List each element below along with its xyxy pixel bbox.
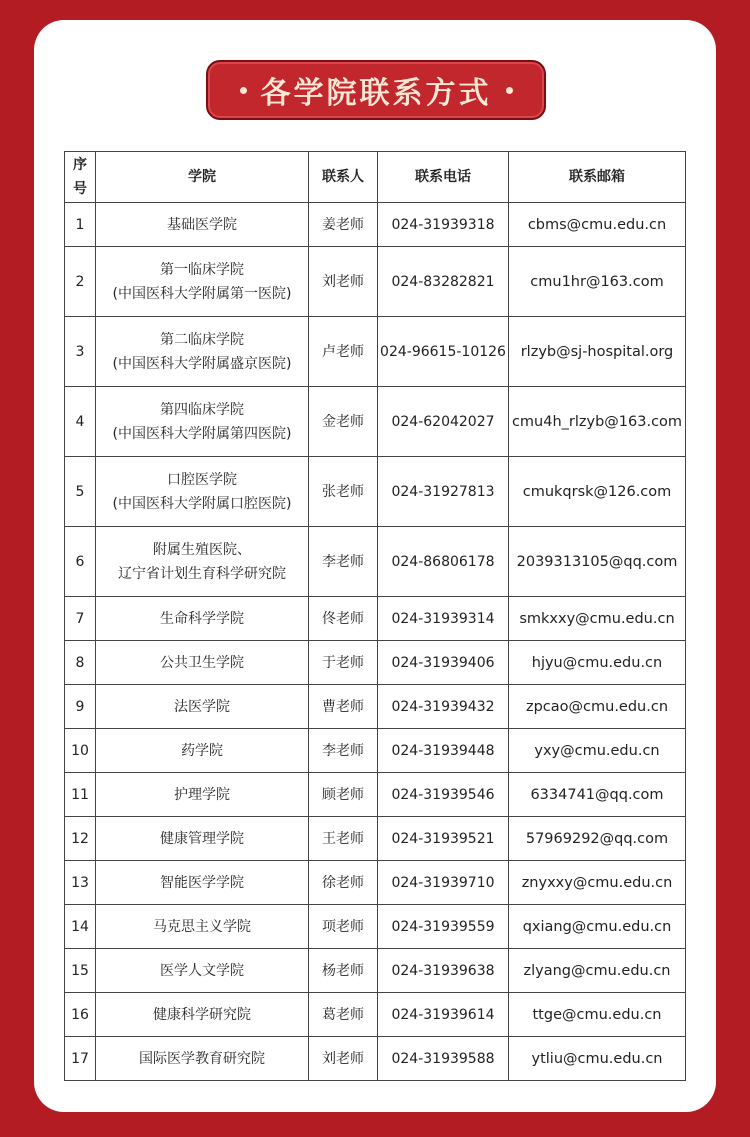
contact-email: cbms@cmu.edu.cn — [509, 203, 686, 247]
contact-email: zlyang@cmu.edu.cn — [509, 949, 686, 993]
table-row — [65, 247, 686, 317]
row-number: 14 — [65, 905, 96, 949]
contact-phone: 024-96615-10126 — [378, 317, 509, 387]
contact-email: cmu1hr@163.com — [509, 247, 686, 317]
row-number: 9 — [65, 685, 96, 729]
college-name-line: 护理学院 — [174, 786, 230, 803]
college-name-line: 附属生殖医院、 — [153, 541, 251, 558]
contact-phone: 024-31939588 — [378, 1037, 509, 1081]
row-number: 12 — [65, 817, 96, 861]
college-name-line: (中国医科大学附属第一医院) — [112, 285, 292, 302]
contact-person: 杨老师 — [309, 949, 378, 993]
table-row — [65, 641, 686, 685]
contact-person: 顾老师 — [309, 773, 378, 817]
row-number: 8 — [65, 641, 96, 685]
left-dot-icon — [240, 87, 247, 94]
contact-phone: 024-31939614 — [378, 993, 509, 1037]
table-row — [65, 729, 686, 773]
contact-person: 金老师 — [309, 387, 378, 457]
college-name — [96, 905, 309, 949]
college-name-line: (中国医科大学附属盛京医院) — [112, 355, 292, 372]
college-name — [96, 861, 309, 905]
table-row — [65, 993, 686, 1037]
row-number: 6 — [65, 527, 96, 597]
contact-email: 6334741@qq.com — [509, 773, 686, 817]
table-row — [65, 817, 686, 861]
row-number: 7 — [65, 597, 96, 641]
contact-phone: 024-86806178 — [378, 527, 509, 597]
contact-phone: 024-31939521 — [378, 817, 509, 861]
college-name-line: 智能医学学院 — [160, 874, 244, 891]
contact-email: 57969292@qq.com — [509, 817, 686, 861]
contact-email: smkxxy@cmu.edu.cn — [509, 597, 686, 641]
table-body — [65, 203, 686, 1081]
contact-phone: 024-31939448 — [378, 729, 509, 773]
row-number: 2 — [65, 247, 96, 317]
contact-email: znyxxy@cmu.edu.cn — [509, 861, 686, 905]
contact-person: 李老师 — [309, 527, 378, 597]
table-row — [65, 457, 686, 527]
row-number: 17 — [65, 1037, 96, 1081]
contact-person: 徐老师 — [309, 861, 378, 905]
college-name-line: 健康管理学院 — [160, 830, 244, 847]
contacts-table — [64, 151, 686, 1081]
right-dot-icon — [506, 87, 513, 94]
contact-email: hjyu@cmu.edu.cn — [509, 641, 686, 685]
contact-email: cmu4h_rlzyb@163.com — [509, 387, 686, 457]
college-name — [96, 457, 309, 527]
contact-person: 刘老师 — [309, 1037, 378, 1081]
row-number: 5 — [65, 457, 96, 527]
row-number: 11 — [65, 773, 96, 817]
college-name — [96, 387, 309, 457]
college-name-line: 辽宁省计划生育科学研究院 — [118, 565, 286, 582]
contact-person: 佟老师 — [309, 597, 378, 641]
contact-phone: 024-31939318 — [378, 203, 509, 247]
contact-person: 王老师 — [309, 817, 378, 861]
college-name-line: 口腔医学院 — [167, 471, 237, 488]
college-name-line: 第四临床学院 — [160, 401, 244, 418]
college-name — [96, 527, 309, 597]
college-name-line: 第二临床学院 — [160, 331, 244, 348]
row-number: 13 — [65, 861, 96, 905]
contact-phone: 024-62042027 — [378, 387, 509, 457]
contact-person: 项老师 — [309, 905, 378, 949]
header-person: 联系人 — [309, 152, 378, 203]
college-name — [96, 729, 309, 773]
contact-phone: 024-83282821 — [378, 247, 509, 317]
contact-email: zpcao@cmu.edu.cn — [509, 685, 686, 729]
table-header-row — [65, 152, 686, 203]
row-number: 16 — [65, 993, 96, 1037]
table-row — [65, 905, 686, 949]
contact-phone: 024-31939559 — [378, 905, 509, 949]
contact-email: qxiang@cmu.edu.cn — [509, 905, 686, 949]
contact-email: rlzyb@sj-hospital.org — [509, 317, 686, 387]
header-college: 学院 — [96, 152, 309, 203]
college-name-line: (中国医科大学附属第四医院) — [112, 425, 292, 442]
college-name — [96, 993, 309, 1037]
row-number: 3 — [65, 317, 96, 387]
college-name — [96, 1037, 309, 1081]
contact-person: 卢老师 — [309, 317, 378, 387]
header-no: 序号 — [65, 152, 96, 203]
contact-person: 张老师 — [309, 457, 378, 527]
table-row — [65, 861, 686, 905]
contact-person: 于老师 — [309, 641, 378, 685]
contact-email: cmukqrsk@126.com — [509, 457, 686, 527]
college-name-line: 法医学院 — [174, 698, 230, 715]
contact-email: 2039313105@qq.com — [509, 527, 686, 597]
header-email: 联系邮箱 — [509, 152, 686, 203]
table-row — [65, 527, 686, 597]
contact-phone: 024-31939546 — [378, 773, 509, 817]
college-name — [96, 817, 309, 861]
table-row — [65, 387, 686, 457]
college-name-line: 健康科学研究院 — [153, 1006, 251, 1023]
contact-phone: 024-31939710 — [378, 861, 509, 905]
contact-phone: 024-31927813 — [378, 457, 509, 527]
contact-person: 曹老师 — [309, 685, 378, 729]
college-name — [96, 203, 309, 247]
row-number: 4 — [65, 387, 96, 457]
college-name-line: 医学人文学院 — [160, 962, 244, 979]
college-name — [96, 317, 309, 387]
table-row — [65, 773, 686, 817]
contact-person: 葛老师 — [309, 993, 378, 1037]
college-name-line: 基础医学院 — [167, 216, 237, 233]
contact-email: ttge@cmu.edu.cn — [509, 993, 686, 1037]
table-row — [65, 685, 686, 729]
contact-phone: 024-31939432 — [378, 685, 509, 729]
page-title: 各学院联系方式 — [260, 76, 492, 111]
college-name-line: (中国医科大学附属口腔医院) — [112, 495, 292, 512]
college-name-line: 第一临床学院 — [160, 261, 244, 278]
college-name-line: 公共卫生学院 — [160, 654, 244, 671]
college-name — [96, 597, 309, 641]
contact-person: 姜老师 — [309, 203, 378, 247]
college-name-line: 生命科学学院 — [160, 610, 244, 627]
table-row — [65, 597, 686, 641]
college-name — [96, 949, 309, 993]
table-row — [65, 949, 686, 993]
content-card — [34, 20, 716, 1112]
title-badge — [206, 60, 546, 120]
table-row — [65, 1037, 686, 1081]
row-number: 10 — [65, 729, 96, 773]
contact-phone: 024-31939314 — [378, 597, 509, 641]
college-name — [96, 641, 309, 685]
college-name — [96, 773, 309, 817]
row-number: 1 — [65, 203, 96, 247]
contact-email: yxy@cmu.edu.cn — [509, 729, 686, 773]
college-name — [96, 247, 309, 317]
college-name — [96, 685, 309, 729]
contact-person: 刘老师 — [309, 247, 378, 317]
row-number: 15 — [65, 949, 96, 993]
college-name-line: 药学院 — [181, 742, 223, 759]
contact-person: 李老师 — [309, 729, 378, 773]
table-row — [65, 203, 686, 247]
header-phone: 联系电话 — [378, 152, 509, 203]
college-name-line: 国际医学教育研究院 — [139, 1050, 265, 1067]
contact-email: ytliu@cmu.edu.cn — [509, 1037, 686, 1081]
contact-phone: 024-31939638 — [378, 949, 509, 993]
contact-phone: 024-31939406 — [378, 641, 509, 685]
college-name-line: 马克思主义学院 — [153, 918, 251, 935]
table-row — [65, 317, 686, 387]
